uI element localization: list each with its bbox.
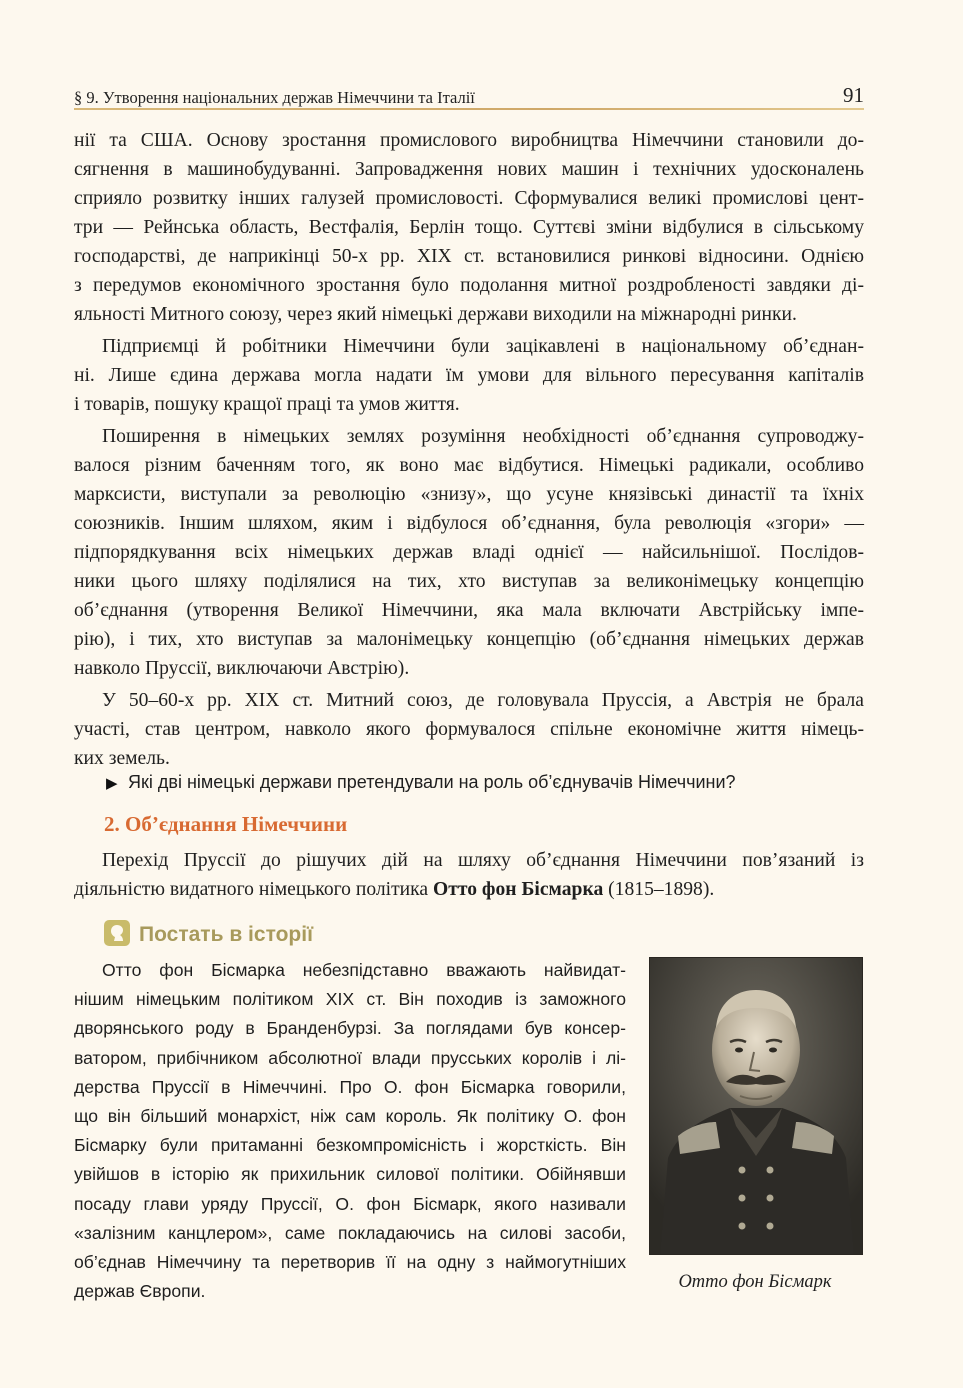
text-line: з передумов економічного зростання було подолання митної роздробленості завдяки ді-	[74, 275, 864, 296]
text-line: нії та США. Основу зростання промислового виробництва Німеччини становили до-	[74, 130, 864, 151]
section-heading: 2. Об’єднання Німеччини	[104, 812, 348, 836]
page-number: 91	[843, 83, 864, 107]
bismarck-portrait	[649, 957, 863, 1255]
sidebar-heading-text: Постать в історії	[139, 923, 313, 946]
text-line: Поширення в німецьких землях розуміння необхідності об’єднання супроводжу-	[102, 426, 864, 447]
text-line: сприяло розвитку інших галузей промисловості. Сформувалися великі промислові цент-	[74, 188, 864, 209]
text-line: яльності Митного союзу, через який німецькі держави виходили на міжнародні ринки.	[74, 304, 797, 325]
sidebar-line: дворянського роду в Бранденбурзі. За поглядами був консер-	[74, 1018, 626, 1039]
section-text	[74, 846, 864, 904]
section-line: Перехід Пруссії до рішучих дій на шляху об’єднання Німеччини пов’язаний із	[102, 850, 864, 871]
sidebar-line: увійшов в історію як прихильник силової політики. Обійнявши	[74, 1164, 626, 1185]
portrait-badge-icon	[104, 920, 130, 946]
text-line: Підприємці й робітники Німеччини були зацікавлені в національному об’єднан-	[102, 336, 864, 357]
running-header-title: § 9. Утворення національних держав Німеччини та Італії	[74, 88, 475, 107]
text-line: рію), і тих, хто виступав за малонімецьку концепцію (об’єднання німецьких держав	[74, 629, 864, 650]
question-text: Які дві німецькі держави претендували на роль об’єднувачів Німеччини?	[128, 772, 736, 792]
portrait-caption: Отто фон Бісмарк	[678, 1272, 832, 1292]
sidebar-line: дерства Пруссії в Німеччині. Про О. фон Бісмарка говорили,	[74, 1076, 626, 1097]
sidebar-text	[74, 956, 626, 1306]
text-line: об’єднання (утворення Великої Німеччини, яка мала включати Австрійську імпе-	[74, 600, 864, 621]
text-line: і товарів, пошуку кращої праці та умов життя.	[74, 394, 460, 415]
sidebar-line: Отто фон Бісмарка небезпідставно вважають найвидат-	[102, 960, 626, 980]
text-line: валося різним баченням того, як воно має відбутися. Німецькі радикали, особливо	[74, 455, 864, 476]
sidebar-line: посаду глави уряду Пруссії, О. фон Бісмарк, якого називали	[74, 1193, 626, 1214]
paragraph	[74, 126, 864, 329]
sidebar-heading	[104, 920, 313, 952]
section-line-text: діяльністю видатного німецького політика	[74, 879, 433, 900]
paragraph	[74, 332, 864, 419]
text-line: ких земель.	[74, 748, 170, 769]
section-line-dates: (1815–1898).	[603, 879, 715, 900]
page-header	[74, 80, 864, 110]
paragraph	[74, 686, 864, 773]
section-line	[74, 875, 864, 904]
text-line: ники цього шляху поділялися на тих, хто виступав за великонімецьку концепцію	[74, 571, 864, 592]
text-line: марксисти, виступали за революцію «знизу», що усуне князівські династії та їхніх	[74, 484, 864, 505]
sidebar-line: нішим німецьким політиком XIX ст. Він походив із заможного	[74, 989, 626, 1010]
sidebar-line: «залізним канцлером», саме покладаючись на силові засоби,	[74, 1222, 626, 1243]
text-line: союзників. Іншим шляхом, яким і відбулося об’єднання, була революція «згори» —	[74, 513, 864, 534]
header-divider	[74, 108, 864, 110]
main-text	[74, 126, 864, 776]
review-question	[106, 768, 866, 798]
text-line: ні. Лише єдина держава могла надати їм умови для вільного пересування капіталів	[74, 365, 864, 386]
text-line: У 50–60-х рр. XIX ст. Митний союз, де головувала Пруссія, а Австрія не брала	[102, 690, 864, 711]
text-line: сягнення в машинобудуванні. Запровадження нових машин і технічних удосконалень	[74, 159, 864, 180]
text-line: підпорядкування всіх німецьких держав владі однієї — найсильнішої. Послідов-	[74, 542, 864, 563]
text-line: три — Рейнська область, Вестфалія, Берлін тощо. Суттєві зміни відбулися в сільському	[74, 217, 864, 238]
text-line: господарстві, де наприкінці 50-х рр. XIX ст. встановилися ринкові відносини. Однією	[74, 246, 864, 267]
sidebar-line: об’єднав Німеччину та перетворив її на одну з наймогутніших	[74, 1252, 626, 1273]
text-line: навколо Пруссії, виключаючи Австрію).	[74, 658, 410, 679]
sidebar-line: держав Європи.	[74, 1281, 206, 1302]
bismarck-name: Отто фон Бісмарка	[432, 879, 604, 900]
sidebar-line: Бісмарку були притаманні безкомпромісність і жорсткість. Він	[74, 1135, 626, 1156]
triangle-bullet-icon: ▶	[106, 775, 118, 792]
sidebar-line: ватором, прибічником абсолютної влади прусських королів і лі-	[74, 1047, 626, 1068]
text-line: участі, став центром, навколо якого формувалося спільне економічне життя німець-	[74, 719, 864, 740]
sidebar-line: що він більший монархіст, ніж сам король. Як політику О. фон	[74, 1106, 626, 1127]
paragraph	[74, 422, 864, 683]
